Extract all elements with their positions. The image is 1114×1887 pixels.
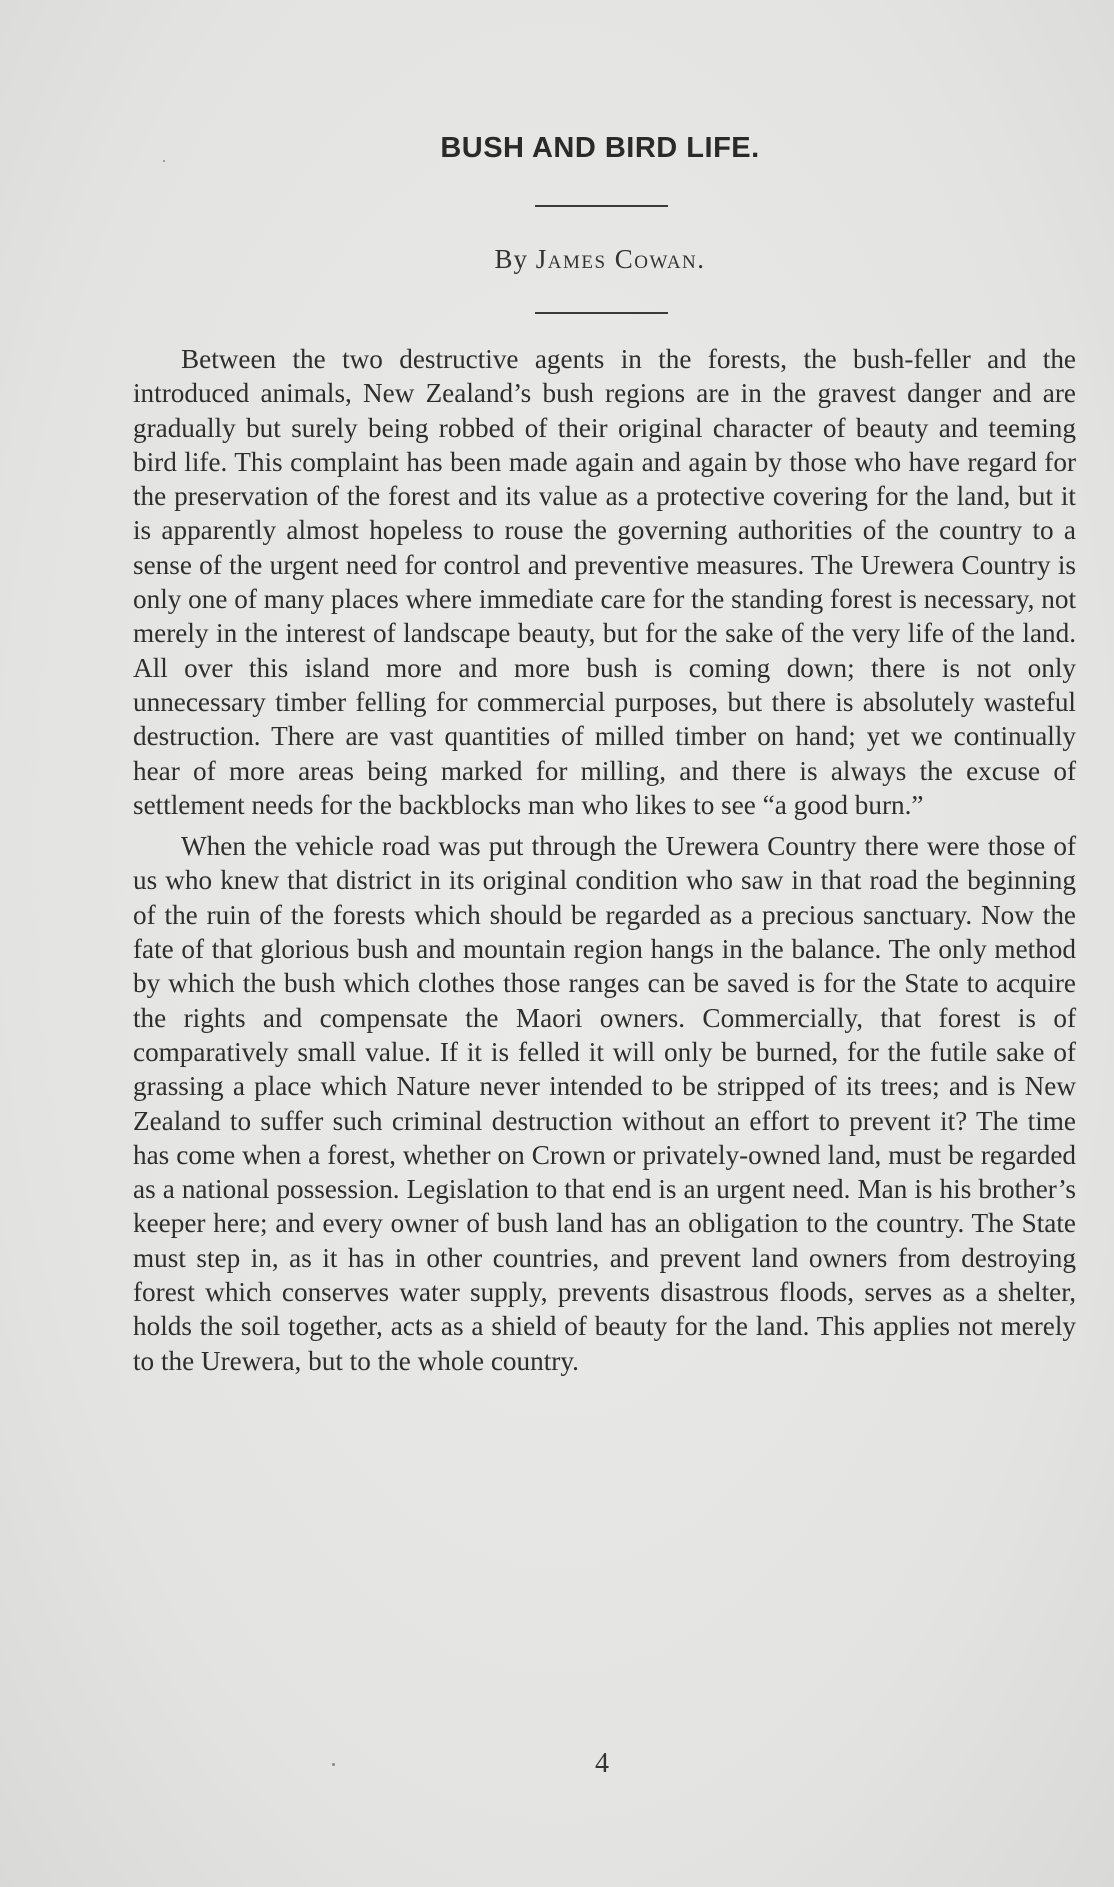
title-divider-top — [535, 205, 668, 207]
byline — [0, 244, 1114, 275]
paper-speck — [332, 1763, 335, 1766]
paragraph-1: Between the two destructive agents in the forests, the bush-feller and the introduced animals, New Zealand’s bush regions are in the gravest danger and are gradually but surely being robbed of their original character of beauty and teeming bird life. This complaint has been made again and again by those who have regard for the preservation of the forest and its value as a protective covering for the land, but it is apparently almost hopeless to rouse the governing authorities of the country to a sense of the urgent need for control and preventive measures. The Urewera Country is only one of many places where immediate care for the standing forest is necessary, not merely in the interest of landscape beauty, but for the sake of the very life of the land. All over this island more and more bush is coming down; there is not only unnecessary timber felling for commercial purposes, but there is absolutely wasteful destruction. There are vast quantities of milled timber on hand; yet we continually hear of more areas being marked for milling, and there is always the excuse of settlement needs for the backblocks man who likes to see “a good burn.” — [133, 344, 1076, 820]
paper-speck — [163, 160, 165, 162]
article-body — [133, 342, 1076, 1385]
page-number: 4 — [595, 1748, 609, 1779]
paragraph-2: When the vehicle road was put through the Urewera Country there were those of us who knew that district in its original condition who saw in that road the beginning of the ruin of the forests which should be regarded as a precious sanctuary. Now the fate of that glorious bush and mountain region hangs in the balance. The only method by which the bush which clothes those ranges can be saved is for the State to acquire the rights and compensate the Maori owners. Commercially, that forest is of comparatively small value. If it is felled it will only be burned, for the futile sake of grassing a place which Nature never intended to be stripped of its trees; and is New Zealand to suffer such criminal destruction without an effort to prevent it? The time has come when a forest, whether on Crown or privately-owned land, must be regarded as a national possession. Legislation to that end is an urgent need. Man is his brother’s keeper here; and every owner of bush land has an obligation to the country. The State must step in, as it has in other countries, and prevent land owners from destroying forest which conserves water supply, prevents disastrous floods, serves as a shelter, holds the soil together, acts as a shield of beauty for the land. This applies not merely to the Urewera, but to the whole country. — [133, 831, 1076, 1376]
title-divider-bottom — [535, 312, 668, 314]
byline-author: James Cowan. — [535, 244, 706, 274]
byline-prefix: By — [494, 244, 528, 274]
article-title: BUSH AND BIRD LIFE. — [440, 132, 760, 164]
